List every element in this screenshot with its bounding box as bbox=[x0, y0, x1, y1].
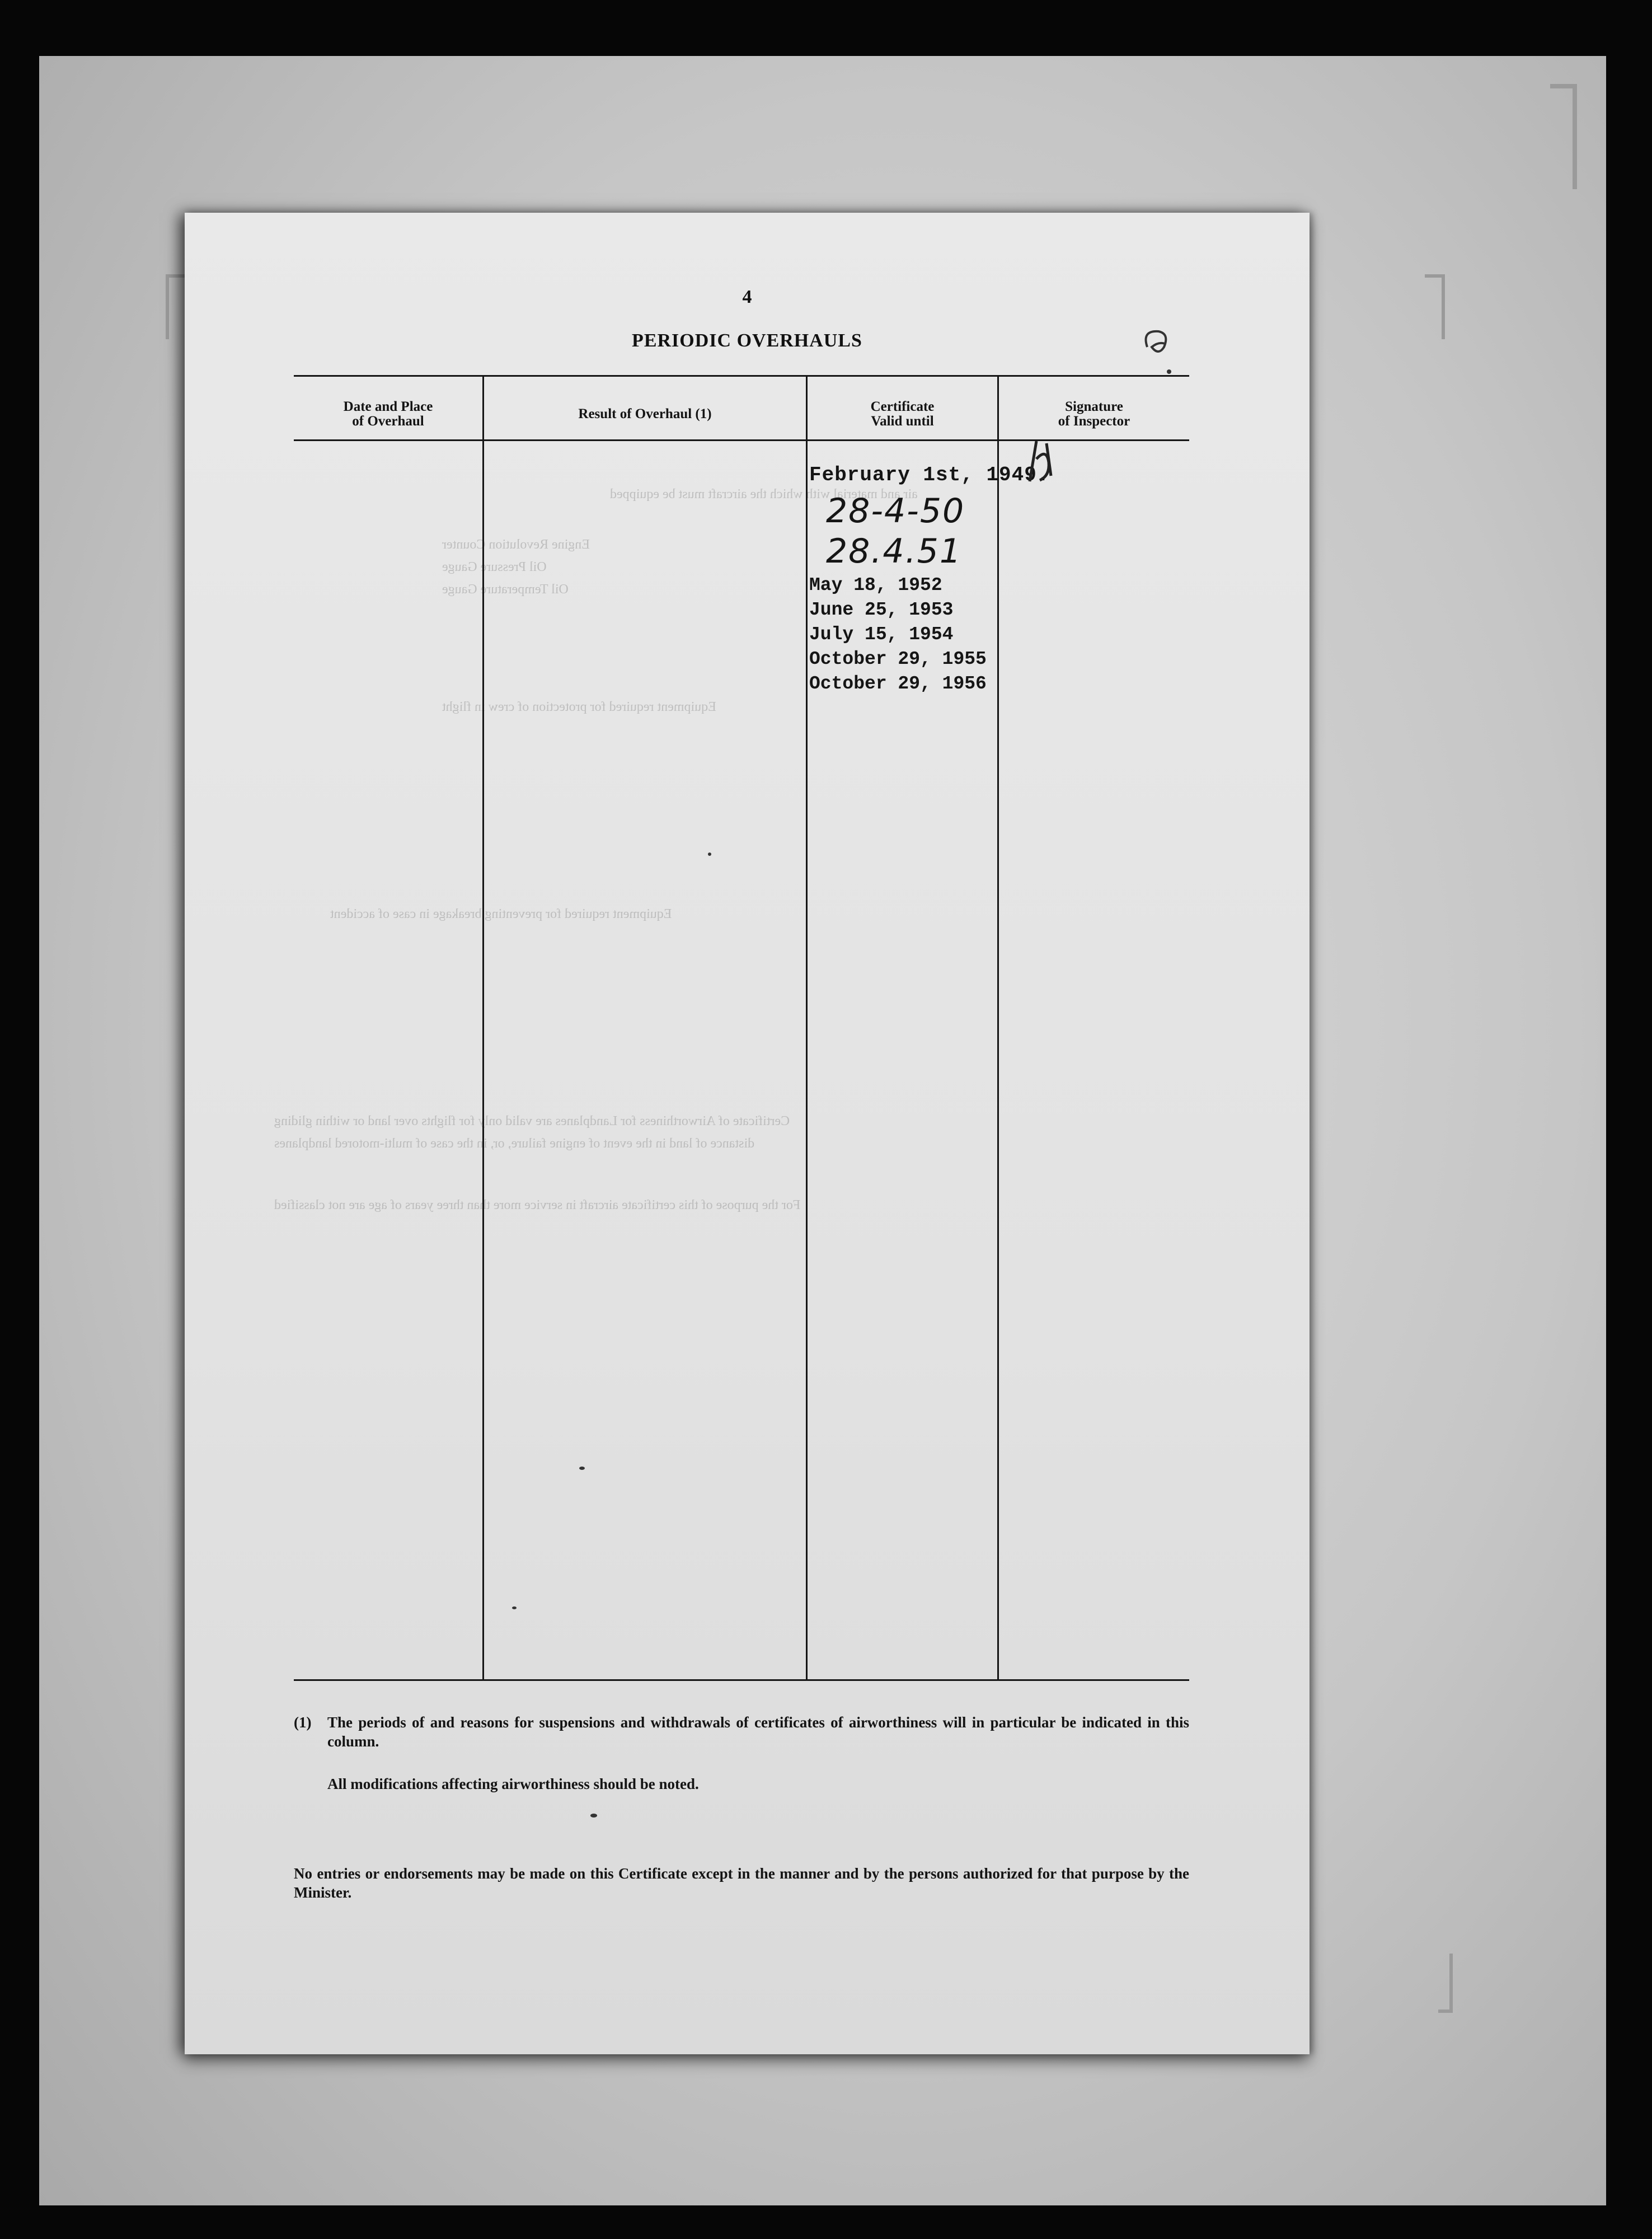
crop-mark-top-left bbox=[166, 274, 186, 339]
bleed-through-text: air and material with which the aircraft must be equipped bbox=[610, 487, 918, 502]
column-header-signature-text: Signature of Inspector bbox=[1058, 399, 1130, 429]
table-top-rule bbox=[294, 375, 1189, 377]
certificate-valid-until-entries bbox=[809, 463, 1050, 696]
footnote-modifications-text: All modifications affecting airworthiness should be noted. bbox=[327, 1776, 699, 1792]
column-divider bbox=[806, 375, 808, 1679]
certificate-entry-typed: June 25, 1953 bbox=[809, 599, 954, 620]
column-header-result-text: Result of Overhaul (1) bbox=[578, 406, 712, 421]
paper-speck bbox=[579, 1467, 585, 1470]
corner-pencil-mark bbox=[1136, 325, 1181, 358]
paper-speck bbox=[512, 1606, 517, 1609]
column-header-certificate bbox=[808, 386, 997, 442]
certificate-entry-typed-bold: February 1st, 1949. bbox=[809, 463, 1050, 486]
crop-mark-page-top-right bbox=[1550, 84, 1577, 189]
footnote-entries-endorsements bbox=[294, 1864, 1189, 1902]
inspector-initials-mark bbox=[1024, 437, 1058, 487]
column-header-signature bbox=[999, 386, 1189, 442]
paper-speck bbox=[1167, 369, 1171, 374]
certificate-entry-typed: October 29, 1956 bbox=[809, 673, 987, 694]
paper-speck bbox=[590, 1814, 597, 1818]
footnote-marker: (1) bbox=[294, 1714, 312, 1731]
certificate-entry-handwritten: 28-4-50 bbox=[826, 491, 965, 531]
crop-mark-bottom-right bbox=[1438, 1954, 1453, 2013]
paper-speck bbox=[708, 852, 711, 856]
bleed-through-text: Oil Temperature Gauge bbox=[442, 582, 569, 597]
certificate-entry-handwritten: 28.4.51 bbox=[826, 532, 963, 571]
bleed-through-text: Equipment required for preventing breakage in case of accident bbox=[330, 907, 672, 921]
crop-mark-top-right bbox=[1425, 274, 1445, 339]
bleed-through-text: distance of land in the event of engine failure, or, in the case of multi-motored landplanes bbox=[274, 1136, 755, 1151]
footnote-suspensions bbox=[294, 1713, 1189, 1751]
document-page bbox=[185, 213, 1310, 2054]
certificate-entry-typed: July 15, 1954 bbox=[809, 624, 954, 645]
table-bottom-rule bbox=[294, 1679, 1189, 1681]
page-number: 4 bbox=[742, 287, 752, 307]
page-title: PERIODIC OVERHAULS bbox=[632, 330, 862, 351]
bleed-through-text: Oil Pressure Gauge bbox=[442, 560, 547, 574]
certificate-entry-typed: May 18, 1952 bbox=[809, 575, 942, 596]
column-header-certificate-text: Certificate Valid until bbox=[870, 399, 935, 429]
footnote-suspensions-text: The periods of and reasons for suspensions and withdrawals of certificates of airworthiness will in particular be indicated in this column. bbox=[327, 1714, 1189, 1750]
certificate-entry-typed: October 29, 1955 bbox=[809, 649, 987, 669]
column-header-date-place bbox=[294, 386, 482, 442]
column-header-date-place-text: Date and Place of Overhaul bbox=[343, 399, 433, 429]
footnote-modifications bbox=[294, 1774, 1189, 1793]
bleed-through-text: Engine Revolution Counter bbox=[442, 537, 590, 552]
bleed-through-text: Certificate of Airworthiness for Landplanes are valid only for flights over land or within gliding bbox=[274, 1114, 790, 1128]
column-header-result bbox=[484, 386, 806, 442]
bleed-through-text: Equipment required for protection of crew in flight bbox=[442, 700, 716, 714]
column-divider bbox=[482, 375, 484, 1679]
bleed-through-text: For the purpose of this certificate aircraft in service more than three years of age are not classified bbox=[274, 1198, 801, 1212]
footnote-entries-endorsements-text: No entries or endorsements may be made on this Certificate except in the manner and by the persons authorized for that purpose by the Minister. bbox=[294, 1865, 1189, 1901]
